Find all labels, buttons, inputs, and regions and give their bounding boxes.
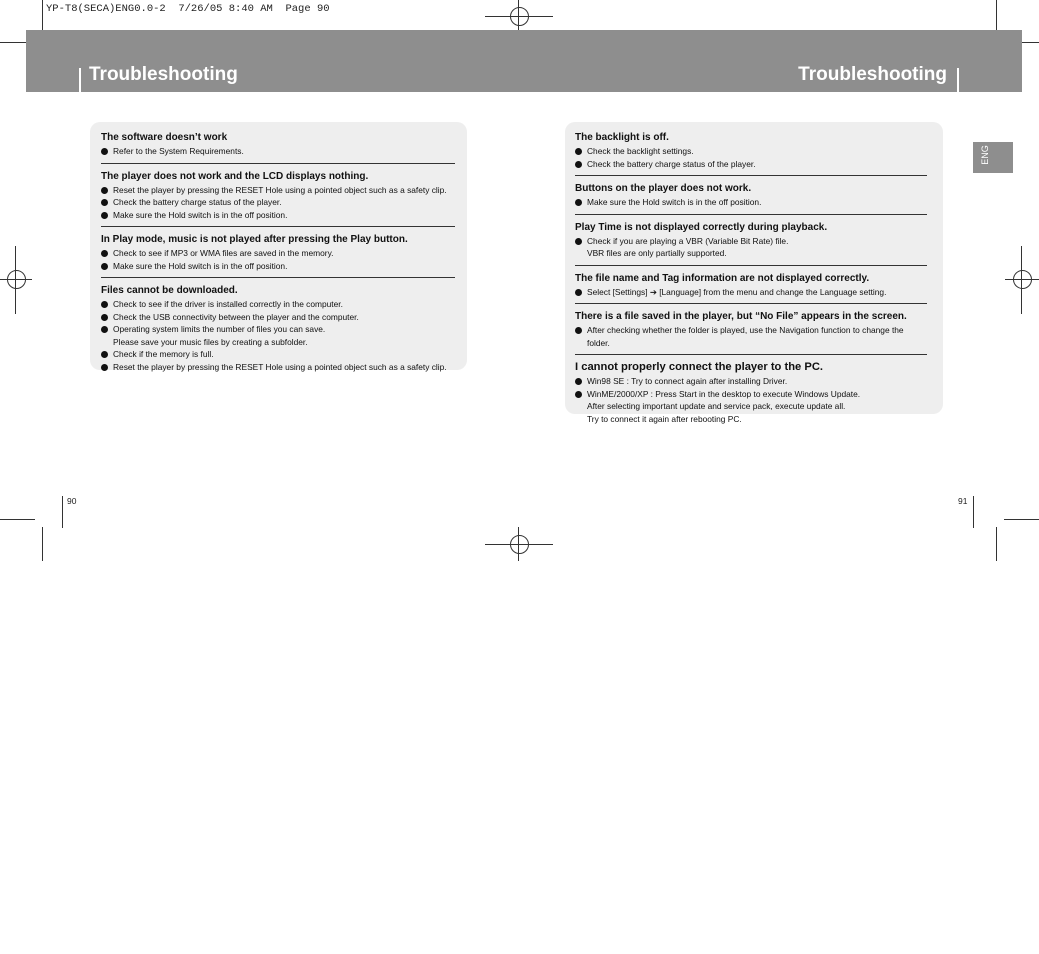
page-number-rule-right [973, 496, 974, 528]
bullet-icon [101, 263, 108, 270]
list-item: Reset the player by pressing the RESET Hole using a pointed object such as a safety clip. [101, 361, 455, 374]
list-item: Check the USB connectivity between the player and the computer. [101, 311, 455, 324]
section-play-mode [101, 226, 455, 272]
section-lcd-nothing [101, 163, 455, 222]
list-item: Operating system limits the number of files you can save. Please save your music files by creating a subfolder. [101, 323, 455, 348]
section-heading: The software doesn’t work [101, 132, 228, 143]
bullet-icon [575, 199, 582, 206]
registration-line-bottom-h [485, 544, 553, 545]
left-page-title: Troubleshooting [89, 64, 238, 85]
crop-mark-bottom-right-h [1004, 519, 1039, 520]
bullet-icon [575, 161, 582, 168]
section-heading: Files cannot be downloaded. [101, 285, 238, 296]
list-item: WinME/2000/XP : Press Start in the desktop to execute Windows Update. After selecting important update and service pack, execute update all. Try to connect it again after rebooting PC. [575, 388, 927, 426]
section-no-file [575, 303, 927, 349]
section-software [101, 131, 455, 158]
print-slug: YP-T8(SECA)ENG0.0-2 7/26/05 8:40 AM Page 90 [46, 3, 330, 15]
language-tab-label: ENG [980, 145, 990, 165]
crop-mark-bottom-left-v [42, 527, 43, 561]
list-item: Make sure the Hold switch is in the off position. [575, 196, 927, 209]
bullet-icon [575, 327, 582, 334]
bullet-icon [575, 148, 582, 155]
left-troubleshooting-panel [90, 122, 467, 370]
list-item: Check if the memory is full. [101, 348, 455, 361]
list-item: Win98 SE : Try to connect again after installing Driver. [575, 375, 927, 388]
bullet-icon [101, 212, 108, 219]
section-heading: There is a file saved in the player, but “No File” appears in the screen. [575, 311, 907, 322]
bullet-icon [101, 364, 108, 371]
bullet-icon [101, 301, 108, 308]
list-item: Check the battery charge status of the player. [101, 196, 455, 209]
bullet-icon [101, 187, 108, 194]
section-heading: The player does not work and the LCD displays nothing. [101, 170, 369, 182]
section-connect-pc [575, 354, 927, 425]
registration-line-left-v [15, 246, 16, 314]
registration-line-top-h [485, 16, 553, 17]
section-buttons [575, 175, 927, 209]
list-item: After checking whether the folder is played, use the Navigation function to change the folder. [575, 324, 927, 349]
list-item: Select [Settings] ➔ [Language] from the menu and change the Language setting. [575, 286, 927, 299]
crop-mark-bottom-right-v [996, 527, 997, 561]
bullet-icon [575, 238, 582, 245]
section-tag-info [575, 265, 927, 299]
right-page-number: 91 [958, 496, 968, 506]
list-item: Check the backlight settings. [575, 145, 927, 158]
section-heading: The backlight is off. [575, 132, 669, 143]
right-page-title: Troubleshooting [798, 64, 947, 85]
registration-line-top-v [518, 0, 519, 31]
registration-line-left-h [0, 279, 32, 280]
bullet-icon [575, 378, 582, 385]
list-item: Check to see if the driver is installed correctly in the computer. [101, 298, 455, 311]
left-page-number: 90 [67, 496, 77, 506]
bullet-icon [575, 391, 582, 398]
section-heading: Play Time is not displayed correctly during playback. [575, 221, 828, 233]
list-item: Check to see if MP3 or WMA files are saved in the memory. [101, 247, 455, 260]
list-item: Check the battery charge status of the player. [575, 158, 927, 171]
section-backlight [575, 131, 927, 170]
title-accent-bar-right [957, 68, 959, 92]
registration-line-right-h [1005, 279, 1039, 280]
list-item: Check if you are playing a VBR (Variable Bit Rate) file. VBR files are only partially supported. [575, 235, 927, 260]
bullet-icon [101, 199, 108, 206]
section-heading: I cannot properly connect the player to the PC. [575, 361, 824, 373]
title-accent-bar-left [79, 68, 81, 92]
registration-line-right-v [1021, 246, 1022, 314]
bullet-icon [101, 351, 108, 358]
section-download [101, 277, 455, 373]
bullet-icon [575, 289, 582, 296]
list-item: Make sure the Hold switch is in the off position. [101, 209, 455, 222]
bullet-icon [101, 326, 108, 333]
bullet-icon [101, 250, 108, 257]
bullet-icon [101, 314, 108, 321]
crop-mark-bottom-left-h [0, 519, 35, 520]
language-tab [973, 142, 1013, 173]
section-heading: In Play mode, music is not played after pressing the Play button. [101, 234, 408, 245]
bullet-icon [101, 148, 108, 155]
section-heading: The file name and Tag information are not displayed correctly. [575, 272, 870, 284]
page-number-rule-left [62, 496, 63, 528]
section-play-time [575, 214, 927, 260]
section-heading: Buttons on the player does not work. [575, 183, 752, 194]
registration-line-bottom-v [518, 527, 519, 561]
list-item: Refer to the System Requirements. [101, 145, 455, 158]
list-item: Reset the player by pressing the RESET Hole using a pointed object such as a safety clip. [101, 184, 455, 197]
list-item: Make sure the Hold switch is in the off position. [101, 260, 455, 273]
right-troubleshooting-panel [565, 122, 943, 424]
